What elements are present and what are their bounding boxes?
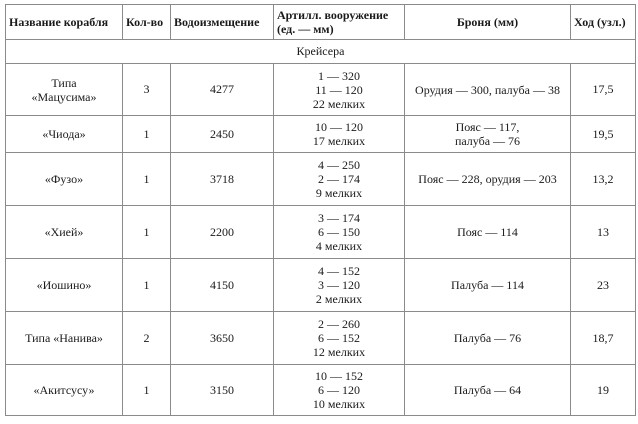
header-armament-line2: (ед. — мм) (277, 22, 334, 36)
cell-armor-line: Пояс — 228, орудия — 203 (418, 172, 557, 186)
header-armament-line1: Артилл. вооружение (277, 8, 389, 22)
cell-name-line: Типа (51, 75, 77, 90)
cell-armament-line: 4 — 152 (318, 264, 360, 278)
cell-name (6, 116, 123, 153)
cell-armament (274, 153, 405, 206)
header-name: Название корабля (6, 5, 123, 40)
cell-armor-line: Пояс — 117, (455, 120, 520, 134)
cell-name-line: Типа «Нанива» (25, 331, 103, 345)
cell-armor-line: Палуба — 64 (453, 383, 522, 397)
cell-armor (405, 116, 571, 153)
cell-name (6, 206, 123, 259)
cell-armament-line: 2 — 174 (318, 172, 360, 186)
cell-displacement: 3718 (171, 153, 274, 206)
cell-displacement: 4277 (171, 64, 274, 116)
cell-count: 3 (123, 64, 171, 116)
table-row (6, 206, 636, 259)
cell-speed: 23 (571, 259, 636, 312)
cell-armament-line: 6 — 152 (318, 331, 360, 345)
cell-armament-line: 9 мелких (315, 186, 363, 200)
cell-armor-line: Пояс — 114 (457, 225, 518, 239)
cell-speed: 13,2 (571, 153, 636, 206)
cell-name-line: «Хией» (44, 225, 84, 239)
cell-name-line: «Чиода» (42, 127, 86, 141)
cell-armor (405, 259, 571, 312)
table-row (6, 312, 636, 365)
cell-name (6, 312, 123, 365)
cell-armor-line: палуба — 76 (454, 134, 521, 148)
cell-name-line: «Акитсусу» (33, 383, 95, 397)
header-armor: Броня (мм) (405, 5, 571, 40)
cell-armament-line: 4 — 250 (318, 158, 360, 172)
cell-name-line: «Мацусима» (31, 89, 97, 104)
cell-armament-line: 12 мелких (312, 345, 366, 359)
cell-armament-line: 10 — 152 (315, 369, 363, 383)
cell-displacement: 2200 (171, 206, 274, 259)
cell-armor (405, 312, 571, 365)
cell-displacement: 4150 (171, 259, 274, 312)
table-row (6, 365, 636, 416)
cell-displacement: 3650 (171, 312, 274, 365)
table-row (6, 259, 636, 312)
cell-name-line: «Иошино» (36, 278, 92, 292)
cell-speed: 19,5 (571, 116, 636, 153)
cell-armament-line: 22 мелких (312, 96, 366, 111)
cell-armament-line: 6 — 120 (318, 383, 360, 397)
cell-armor-line: Палуба — 114 (451, 278, 524, 292)
cell-armor (405, 206, 571, 259)
cell-armament-line: 10 мелких (312, 397, 366, 411)
cell-armament-line: 4 мелких (315, 239, 363, 253)
cell-name (6, 365, 123, 416)
cruisers-table (5, 4, 636, 416)
table-row (6, 116, 636, 153)
cell-armament-line: 10 — 120 (315, 120, 363, 134)
table-row (6, 64, 636, 116)
cell-armament (274, 64, 405, 116)
cell-count: 2 (123, 312, 171, 365)
cell-armament-line: 3 — 120 (318, 278, 360, 292)
cell-armament (274, 116, 405, 153)
header-row (6, 5, 636, 40)
cell-armament-line: 1 — 320 (318, 68, 360, 83)
section-title: Крейсера (6, 40, 636, 64)
cell-speed: 19 (571, 365, 636, 416)
cell-speed: 13 (571, 206, 636, 259)
cell-name (6, 153, 123, 206)
header-speed: Ход (узл.) (571, 5, 636, 40)
cell-armament-line: 17 мелких (312, 134, 366, 148)
header-armament (274, 5, 405, 40)
cell-name-line: «Фузо» (44, 172, 84, 186)
cell-armament (274, 206, 405, 259)
cell-armor (405, 153, 571, 206)
cell-armament-line: 11 — 120 (315, 82, 363, 97)
header-count: Кол-во (123, 5, 171, 40)
section-row (6, 40, 636, 64)
cell-displacement: 2450 (171, 116, 274, 153)
cell-armament-line: 6 — 150 (318, 225, 360, 239)
cell-armor-line: Орудия — 300, палуба — 38 (415, 82, 560, 97)
cell-count: 1 (123, 206, 171, 259)
cell-armament-line: 3 — 174 (318, 211, 360, 225)
cell-armament (274, 312, 405, 365)
table-row (6, 153, 636, 206)
cell-speed: 17,5 (571, 64, 636, 116)
cell-speed: 18,7 (571, 312, 636, 365)
cell-armor-line: Палуба — 76 (453, 331, 522, 345)
cell-count: 1 (123, 259, 171, 312)
cell-count: 1 (123, 116, 171, 153)
header-displacement: Водоизмещение (171, 5, 274, 40)
cell-armament-line: 2 мелких (315, 292, 363, 306)
cell-armament (274, 365, 405, 416)
cell-name (6, 64, 123, 116)
cell-name (6, 259, 123, 312)
cell-displacement: 3150 (171, 365, 274, 416)
cell-armor (405, 64, 571, 116)
cell-armament (274, 259, 405, 312)
cell-count: 1 (123, 153, 171, 206)
cell-count: 1 (123, 365, 171, 416)
cell-armament-line: 2 — 260 (318, 317, 360, 331)
cell-armor (405, 365, 571, 416)
